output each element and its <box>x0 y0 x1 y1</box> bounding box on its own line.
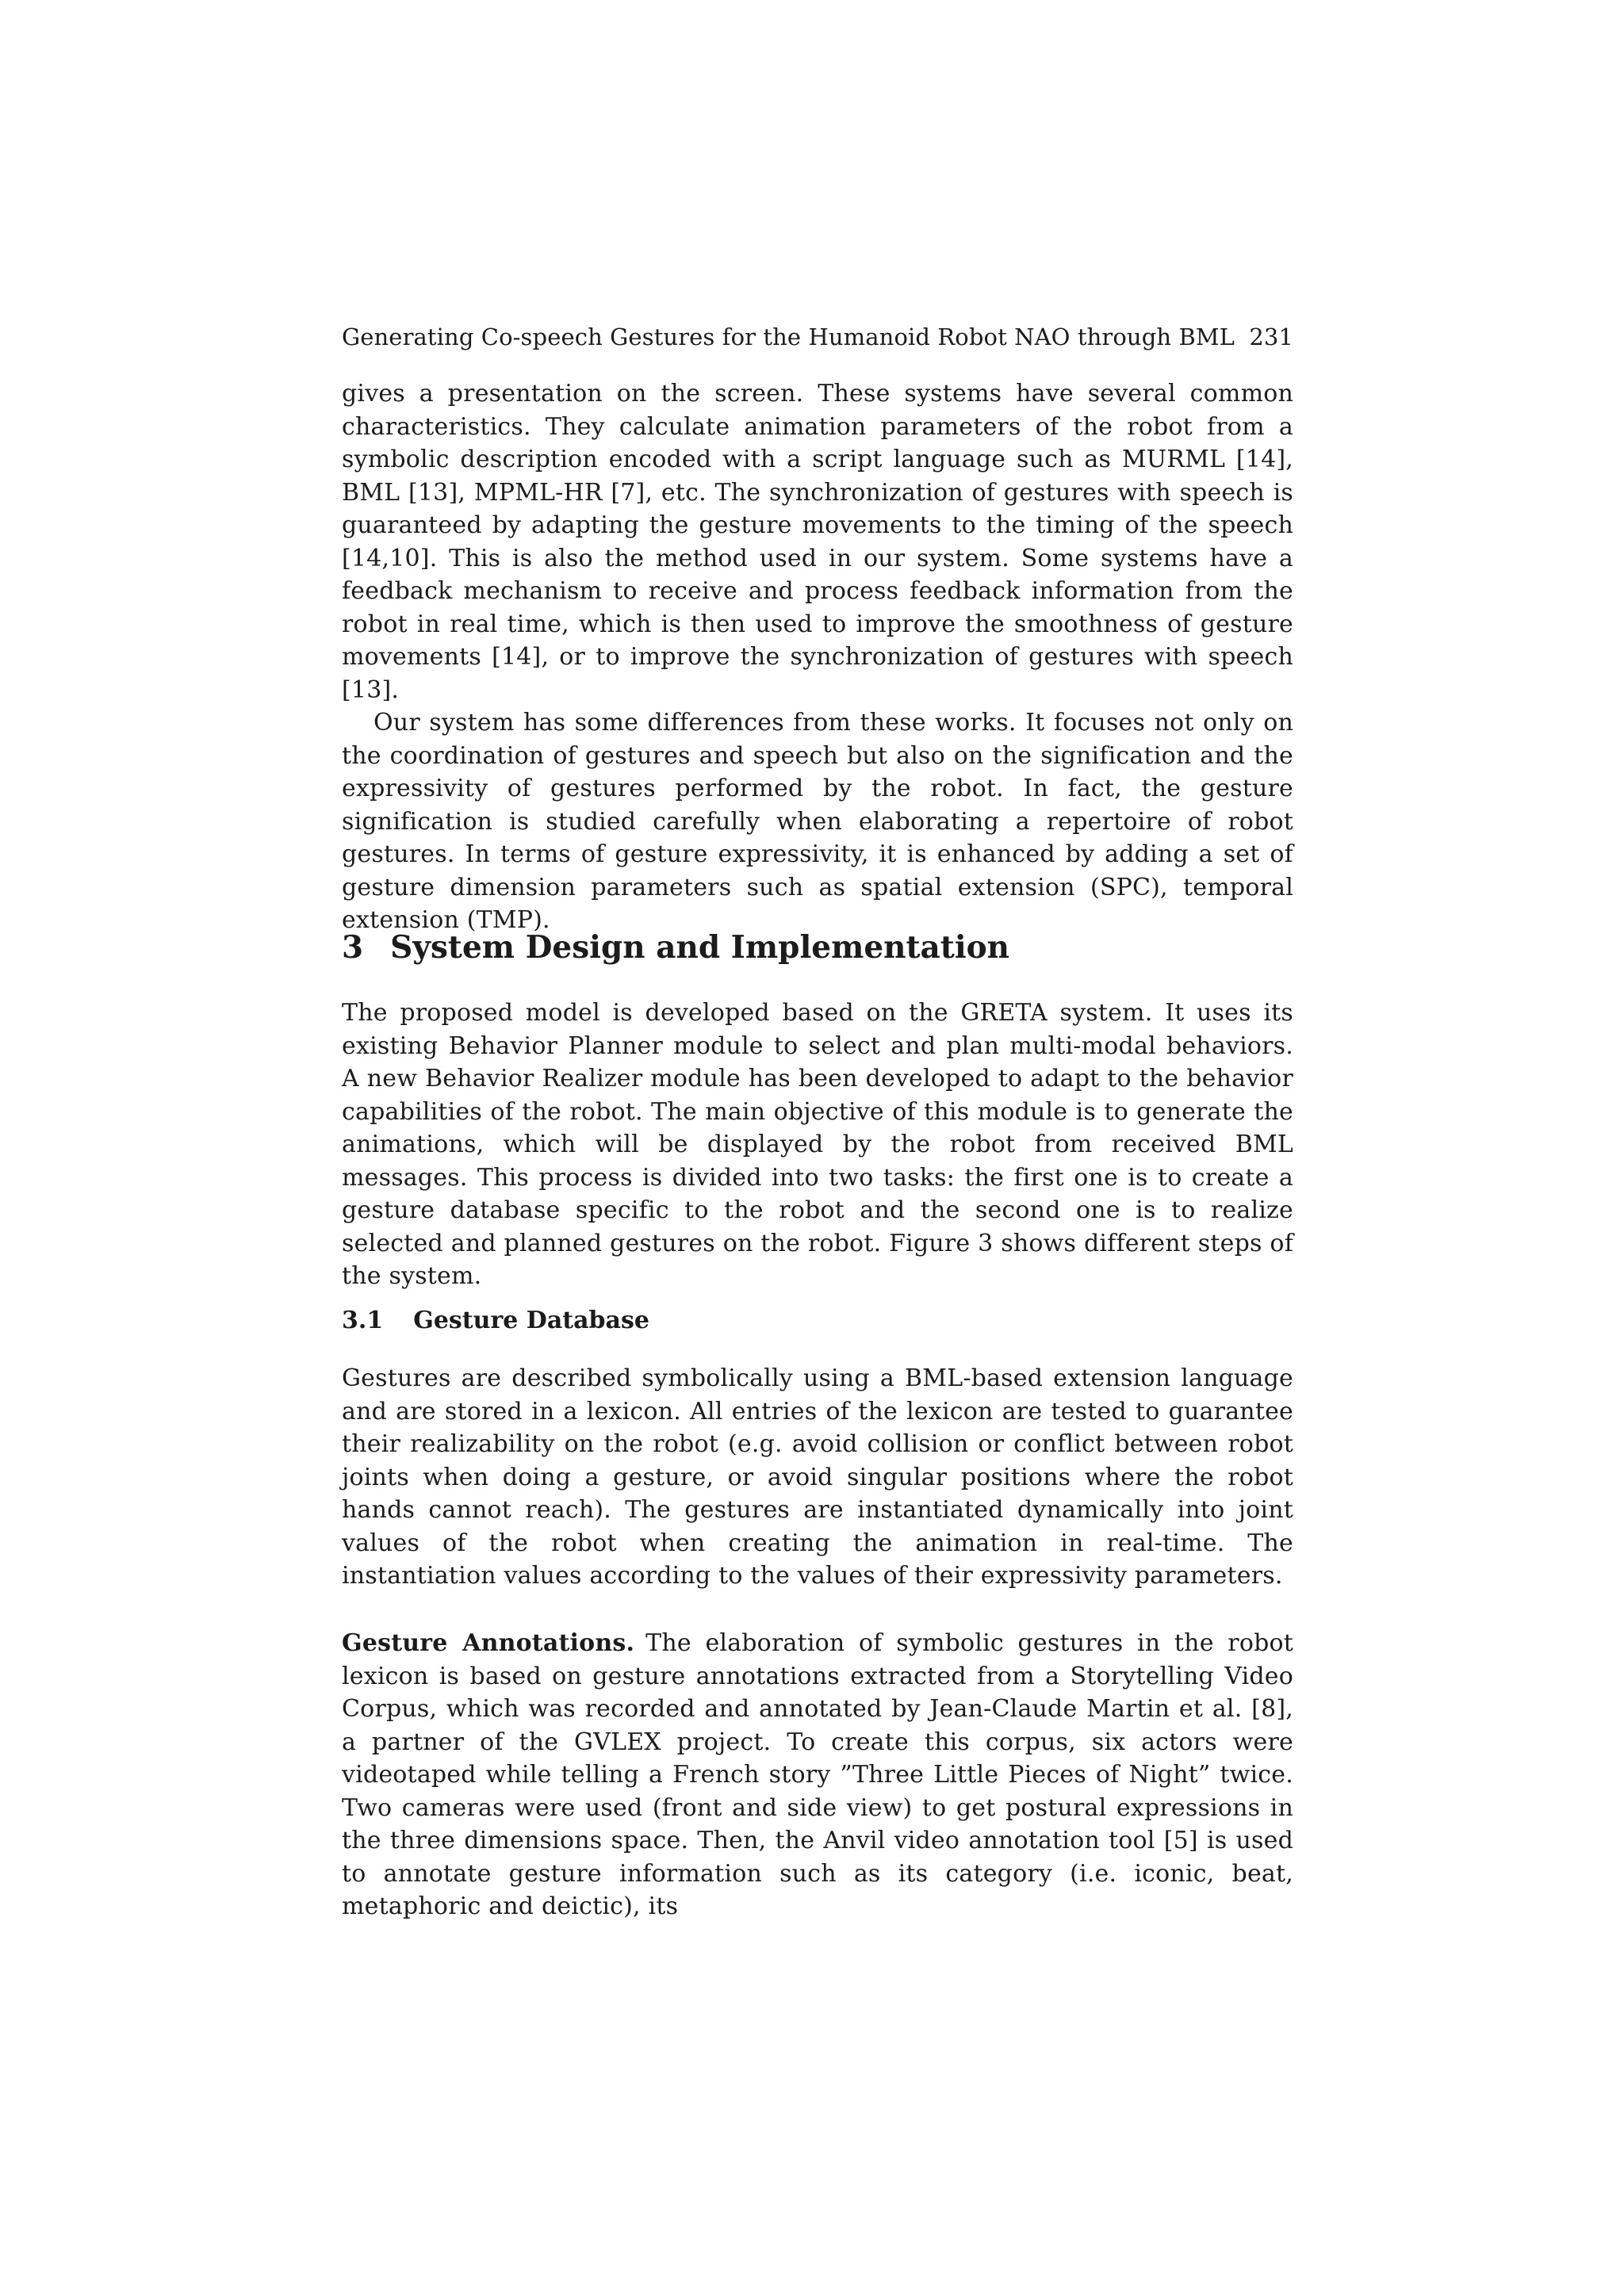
running-head <box>342 321 1293 353</box>
gesture-annotations-text: The elaboration of symbolic gestures in the robot lexicon is based on gesture annotations extracted from a Storytelling Video Corpus, which was recorded and annotated by Jean-Claude Martin et al. [8], a partner of the GVLEX project. To create this corpus, six actors were videotaped while telling a French story ”Three Little Pieces of Night” twice. Two cameras were used (front and side view) to get postural expressions in the three dimensions space. Then, the Anvil video annotation tool [5] is used to annotate gesture information such as its category (i.e. iconic, beat, metaphoric and deictic), its <box>342 1629 1294 1920</box>
system-design-block <box>342 997 1293 1293</box>
subsection-title: Gesture Database <box>413 1307 649 1334</box>
paragraph-gesture-annotations <box>342 1627 1293 1923</box>
page-number: 231 <box>1249 323 1293 350</box>
paragraph-systems-characteristics: gives a presentation on the screen. These systems have several common characteristics. They calculate animation parameters of the robot from a symbolic description encoded with a script language such as MURML [14], BML [13], MPML-HR [7], etc. The synchronization of gestures with speech is guaranteed by adapting the gesture movements to the timing of the speech [14,10]. This is also the method used in our system. Some systems have a feedback mechanism to receive and process feedback information from the robot in real time, which is then used to improve the smoothness of gesture movements [14], or to improve the synchronization of gestures with speech [13]. <box>342 380 1293 704</box>
paragraph-gesture-lexicon: Gestures are described symbolically using a BML-based extension language and are stored in a lexicon. All entries of the lexicon are tested to guarantee their realizability on the robot (e.g. avoid collision or conflict between robot joints when doing a gesture, or avoid singular positions where the robot hands cannot reach). The gestures are instantiated dynamically into joint values of the robot when creating the animation in real-time. The instantiation values according to the values of their expressivity parameters. <box>342 1364 1293 1590</box>
running-title: Generating Co-speech Gestures for the Humanoid Robot NAO through BML <box>342 323 1235 350</box>
paragraph-our-system: Our system has some differences from these works. It focuses not only on the coordination of gestures and speech but also on the signification and the expressivity of gestures performed by the robot. In fact, the gesture signification is studied carefully when elaborating a repertoire of robot gestures. In terms of gesture expressivity, it is enhanced by adding a set of gesture dimension parameters such as spatial extension (SPC), temporal extension (TMP). <box>342 709 1293 934</box>
section-number: 3 <box>342 929 364 966</box>
section-title: System Design and Implementation <box>390 929 1009 966</box>
related-work-block <box>342 377 1293 937</box>
section-heading <box>342 928 1009 967</box>
subsection-heading <box>342 1305 649 1337</box>
subsection-number: 3.1 <box>342 1307 384 1334</box>
gesture-annotations-block <box>342 1627 1293 1923</box>
page <box>342 0 1293 2296</box>
run-in-heading: Gesture Annotations. <box>342 1629 635 1657</box>
gesture-database-block <box>342 1362 1293 1593</box>
paragraph-proposed-model: The proposed model is developed based on the GRETA system. It uses its existing Behavior Planner module to select and plan multi-modal behaviors. A new Behavior Realizer module has been developed to adapt to the behavior capabilities of the robot. The main objective of this module is to generate the animations, which will be displayed by the robot from received BML messages. This process is divided into two tasks: the first one is to create a gesture database specific to the robot and the second one is to realize selected and planned gestures on the robot. Figure 3 shows different steps of the system. <box>342 999 1293 1290</box>
